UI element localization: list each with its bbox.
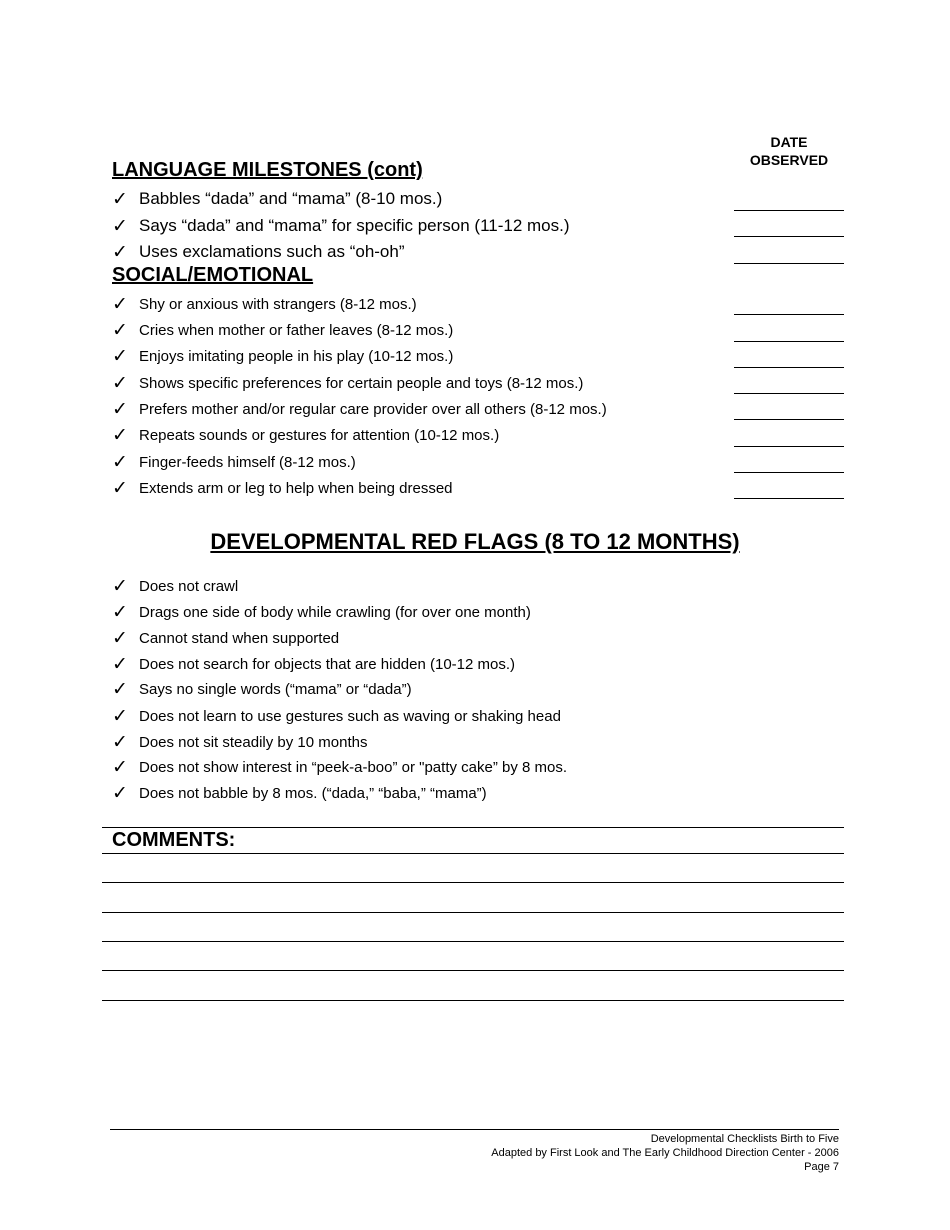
checklist-item [112,781,487,805]
date-observed-line[interactable] [734,314,844,315]
date-observed-line[interactable] [734,263,844,264]
checklist-item [112,450,356,474]
checklist-item [112,476,453,500]
checkmark-icon: ✓ [112,678,128,700]
comment-line[interactable] [102,853,844,854]
checklist-item [112,187,442,211]
checklist-item-label: Does not babble by 8 mos. (“dada,” “baba,” “mama”) [139,784,487,802]
checklist-item-label: Does not learn to use gestures such as waving or shaking head [139,707,561,725]
checkmark-icon: ✓ [112,319,128,341]
checklist-item [112,240,405,264]
checkmark-icon: ✓ [112,731,128,753]
checklist-item-label: Shy or anxious with strangers (8-12 mos.) [139,295,417,313]
checklist-item [112,371,583,395]
checklist-item [112,652,515,676]
checklist-item [112,574,238,598]
checklist-item-label: Finger-feeds himself (8-12 mos.) [139,453,356,471]
checklist-item [112,600,531,624]
date-observed-header [734,133,844,169]
checklist-item [112,730,367,754]
checkmark-icon: ✓ [112,477,128,499]
checkmark-icon: ✓ [112,293,128,315]
date-observed-line[interactable] [734,367,844,368]
date-header-line1: DATE [770,134,808,150]
checklist-item-label: Says “dada” and “mama” for specific person (11-12 mos.) [139,216,570,235]
date-observed-line[interactable] [734,498,844,499]
red-flags-heading: DEVELOPMENTAL RED FLAGS (8 TO 12 MONTHS) [210,529,740,554]
checkmark-icon: ✓ [112,215,128,237]
checkmark-icon: ✓ [112,782,128,804]
comment-line[interactable] [102,941,844,942]
checkmark-icon: ✓ [112,451,128,473]
checklist-item [112,397,607,421]
checklist-item [112,292,417,316]
checklist-item-label: Does not crawl [139,577,239,595]
footer-credit: Adapted by First Look and The Early Childhood Direction Center - 2006 [491,1147,839,1159]
checklist-item [112,214,570,238]
comment-line[interactable] [102,882,844,883]
checklist-item [112,318,453,342]
footer-title: Developmental Checklists Birth to Five [650,1133,839,1145]
checklist-item-label: Does not show interest in “peek-a-boo” or "patty cake” by 8 mos. [139,758,568,776]
checklist-item-label: Babbles “dada” and “mama” (8-10 mos.) [139,189,443,208]
date-observed-line[interactable] [734,393,844,394]
date-observed-line[interactable] [734,419,844,420]
date-observed-line[interactable] [734,210,844,211]
checklist-item-label: Extends arm or leg to help when being dressed [139,479,453,497]
checklist-item-label: Cannot stand when supported [139,629,340,647]
date-observed-line[interactable] [734,472,844,473]
checkmark-icon: ✓ [112,653,128,675]
checkmark-icon: ✓ [112,241,128,263]
checkmark-icon: ✓ [112,372,128,394]
page-footer [491,1132,839,1174]
checklist-item-label: Cries when mother or father leaves (8-12 mos.) [139,321,454,339]
checkmark-icon: ✓ [112,756,128,778]
checkmark-icon: ✓ [112,627,128,649]
checkmark-icon: ✓ [112,188,128,210]
comment-line[interactable] [102,1000,844,1001]
checklist-item [112,704,561,728]
date-observed-line[interactable] [734,446,844,447]
comment-line[interactable] [102,970,844,971]
checkmark-icon: ✓ [112,424,128,446]
checklist-item-label: Enjoys imitating people in his play (10-12 mos.) [139,347,454,365]
comments-top-rule [102,827,844,828]
social-emotional-heading: SOCIAL/EMOTIONAL [112,264,314,286]
checklist-item [112,423,499,447]
checklist-item-label: Drags one side of body while crawling (for over one month) [139,603,531,621]
checkmark-icon: ✓ [112,575,128,597]
checkmark-icon: ✓ [112,601,128,623]
checklist-item-label: Prefers mother and/or regular care provider over all others (8-12 mos.) [139,400,607,418]
comments-label: COMMENTS: [112,829,236,851]
checklist-item [112,755,567,779]
page-number: Page 7 [804,1161,839,1173]
checklist-item [112,626,339,650]
date-header-line2: OBSERVED [749,152,829,168]
date-observed-line[interactable] [734,341,844,342]
checklist-item-label: Says no single words (“mama” or “dada”) [139,680,412,698]
checklist-item [112,677,412,701]
checkmark-icon: ✓ [112,345,128,367]
language-milestones-heading: LANGUAGE MILESTONES (cont) [112,159,423,181]
checklist-item [112,344,453,368]
checkmark-icon: ✓ [112,398,128,420]
comment-line[interactable] [102,912,844,913]
checklist-item-label: Does not search for objects that are hidden (10-12 mos.) [139,655,516,673]
checkmark-icon: ✓ [112,705,128,727]
checklist-item-label: Shows specific preferences for certain people and toys (8-12 mos.) [139,374,584,392]
checklist-item-label: Does not sit steadily by 10 months [139,733,368,751]
footer-rule [110,1129,839,1130]
checklist-item-label: Repeats sounds or gestures for attention (10-12 mos.) [139,426,500,444]
checklist-item-label: Uses exclamations such as “oh-oh” [139,242,405,261]
date-observed-line[interactable] [734,236,844,237]
